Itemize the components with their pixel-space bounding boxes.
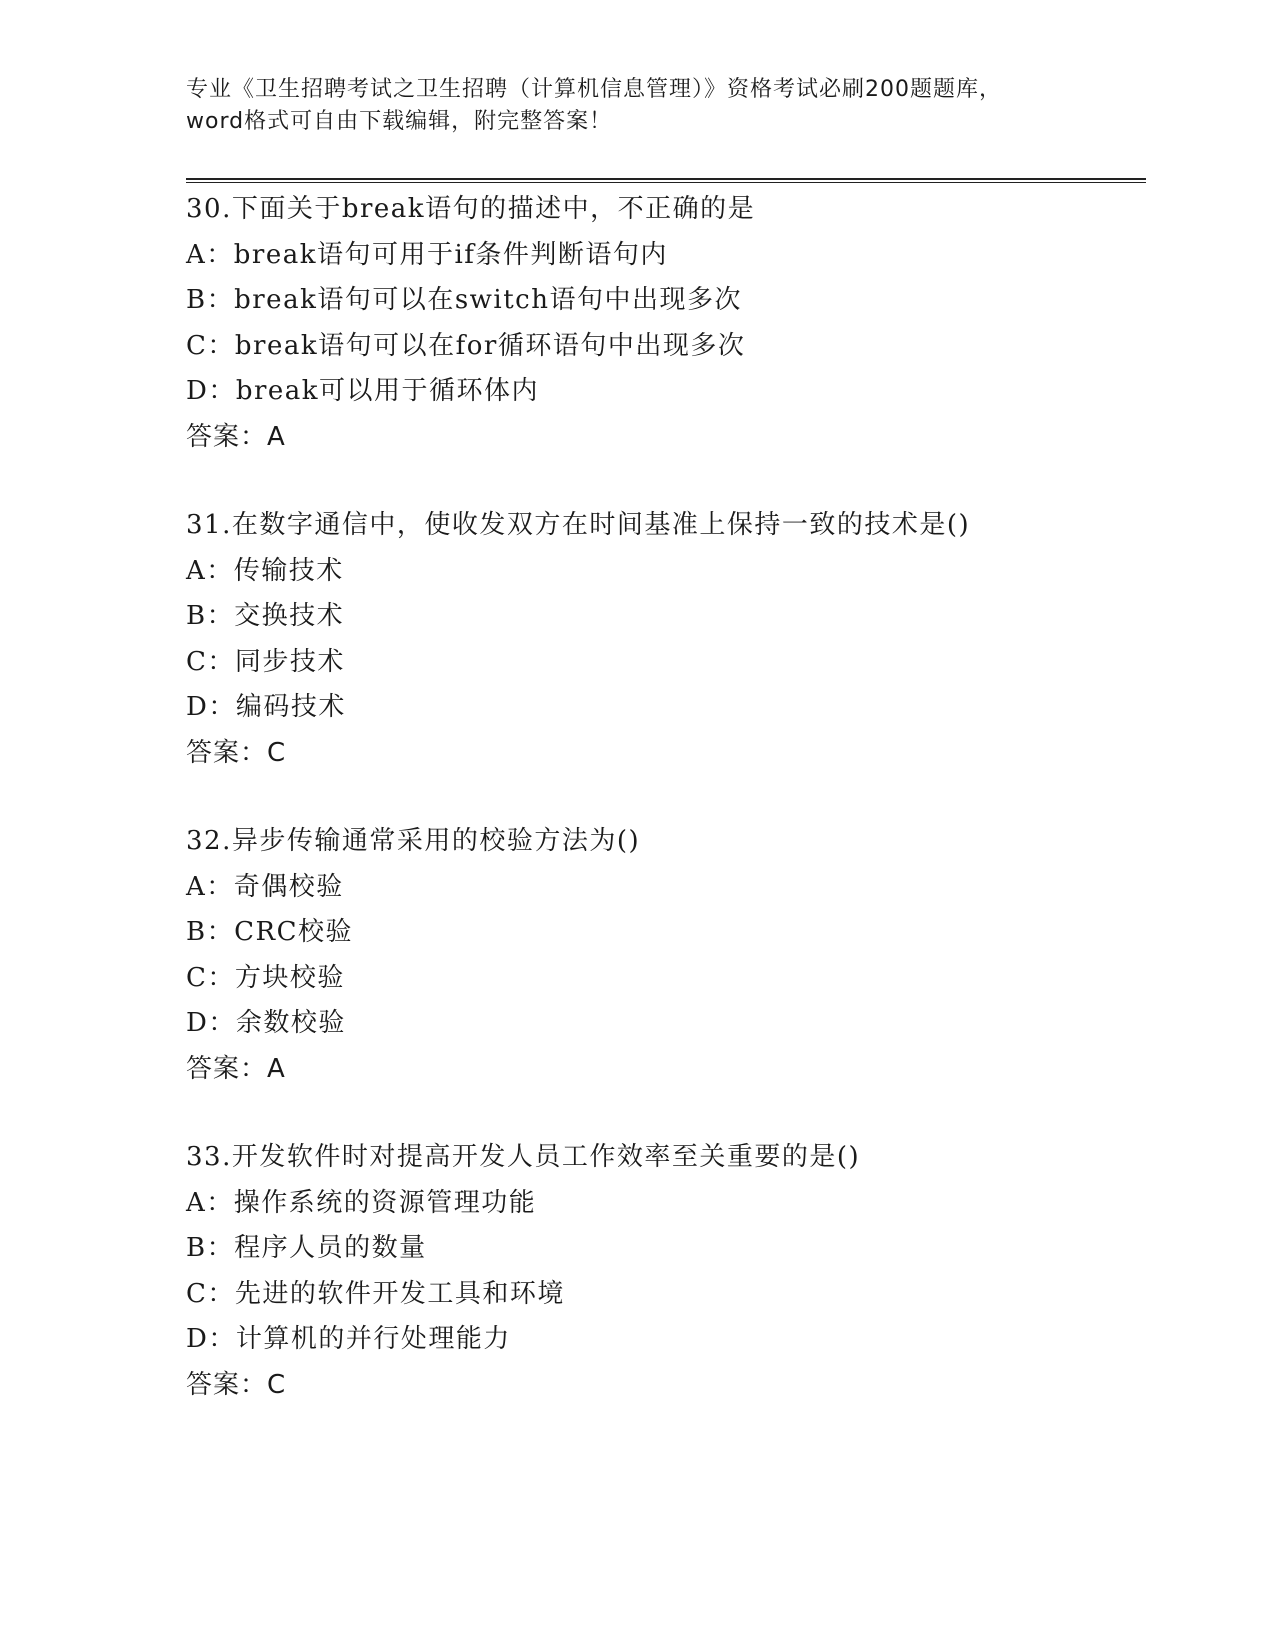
option-d: D：计算机的并行处理能力	[186, 1324, 511, 1354]
option-a: A：传输技术	[186, 555, 344, 586]
header-line-1: 专业《卫生招聘考试之卫生招聘（计算机信息管理）》资格考试必刷200题题库，	[186, 77, 1002, 102]
question-stem: 33.开发软件时对提高开发人员工作效率至关重要的是()	[186, 1142, 861, 1172]
option-a: A：操作系统的资源管理功能	[186, 1187, 537, 1218]
option-b: B：交换技术	[186, 601, 345, 631]
question-31	[186, 503, 1146, 776]
option-c: C：同步技术	[186, 646, 345, 677]
question-stem: 30.下面关于break语句的描述中，不正确的是	[186, 194, 756, 224]
option-c: C：break语句可以在for循环语句中出现多次	[186, 330, 746, 361]
answer: 答案：A	[186, 421, 286, 452]
question-30	[186, 187, 1146, 460]
option-b: B：break语句可以在switch语句中出现多次	[186, 285, 742, 315]
option-a: A：break语句可用于if条件判断语句内	[186, 239, 668, 270]
answer: 答案：C	[186, 1369, 287, 1400]
answer: 答案：C	[186, 737, 287, 768]
option-b: B：程序人员的数量	[186, 1233, 427, 1263]
header-line-2: word格式可自由下载编辑，附完整答案！	[186, 109, 613, 134]
question-33	[186, 1135, 1146, 1408]
option-c: C：方块校验	[186, 962, 345, 993]
answer: 答案：A	[186, 1053, 286, 1084]
option-a: A：奇偶校验	[186, 871, 344, 902]
header-divider	[186, 178, 1146, 183]
option-d: D：余数校验	[186, 1008, 346, 1038]
question-stem: 32.异步传输通常采用的校验方法为()	[186, 826, 641, 856]
option-d: D：编码技术	[186, 692, 346, 722]
option-b: B：CRC校验	[186, 917, 353, 947]
question-stem: 31.在数字通信中，使收发双方在时间基准上保持一致的技术是()	[186, 510, 971, 540]
option-c: C：先进的软件开发工具和环境	[186, 1278, 565, 1309]
option-d: D：break可以用于循环体内	[186, 376, 540, 406]
question-list	[186, 187, 1146, 1451]
question-32	[186, 819, 1146, 1092]
document-header	[186, 74, 1086, 138]
